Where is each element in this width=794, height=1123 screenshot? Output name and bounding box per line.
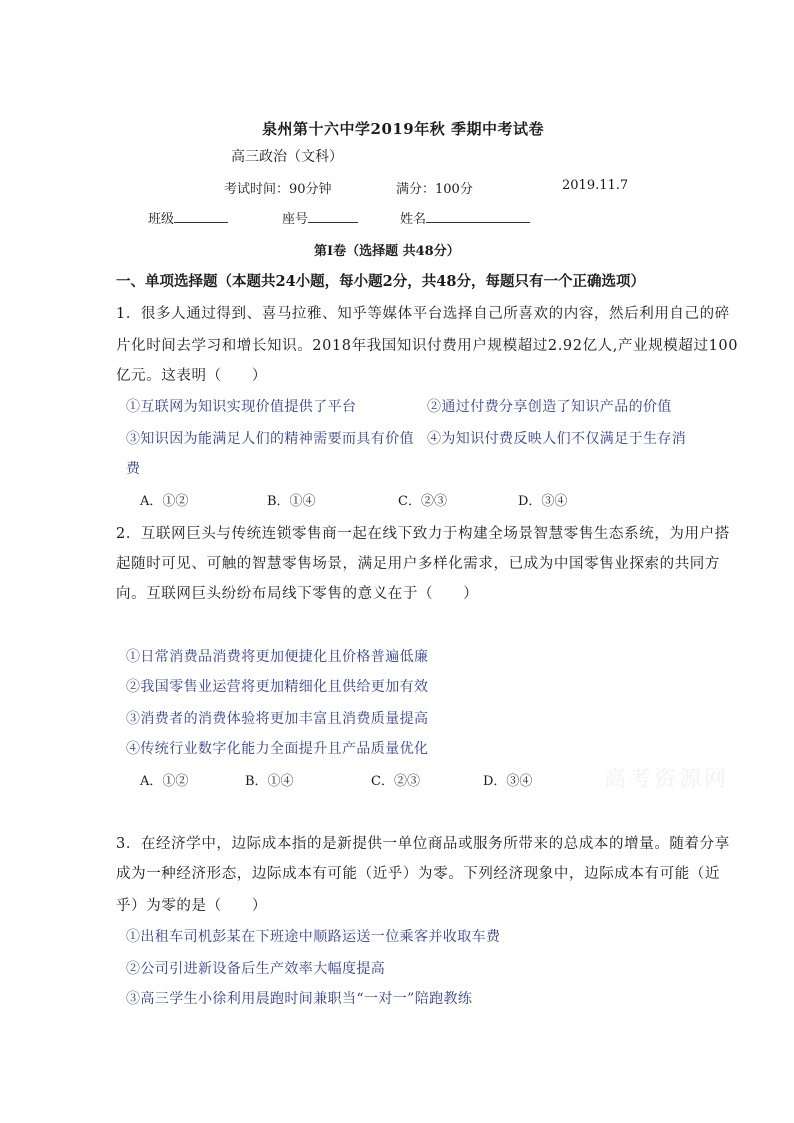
part-title: 第Ⅰ卷（选择题 共48分） <box>314 244 460 259</box>
q1-choice-a: A．①② <box>140 494 189 509</box>
q1-option-4-cont: 费 <box>126 461 141 477</box>
q1-line-1: 1．很多人通过得到、喜马拉雅、知乎等媒体平台选择自己所喜欢的内容，然后利用自己的碎 <box>116 306 730 322</box>
q2-line-3: 向。互联网巨头纷纷布局线下零售的意义在于（ ） <box>116 586 479 602</box>
q3-option-3: ③高三学生小徐利用晨跑时间兼职当“一对一”陪跑教练 <box>126 991 473 1007</box>
watermark: 高考资源网 <box>604 767 730 792</box>
exam-date: 2019.11.7 <box>562 178 629 193</box>
class-label: 班级 <box>148 212 175 227</box>
q1-option-3: ③知识因为能满足人们的精神需要而具有价值 <box>126 431 414 447</box>
q2-choice-c: C．②③ <box>371 774 420 789</box>
q1-choice-c: C．②③ <box>398 494 447 509</box>
q3-line-3: 乎）为零的是（ ） <box>116 898 267 914</box>
section-title: 一、单项选择题（本题共24小题，每小题2分，共48分，每题只有一个正确选项） <box>116 273 645 290</box>
q3-line-1: 3．在经济学中，边际成本指的是新提供一单位商品或服务所带来的总成本的增量。随着分享 <box>116 836 730 852</box>
q2-option-4: ④传统行业数字化能力全面提升且产品质量优化 <box>126 741 429 757</box>
seat-blank <box>308 208 358 223</box>
q1-choice-b: B．①④ <box>267 494 316 509</box>
q3-option-2: ②公司引进新设备后生产效率大幅度提高 <box>126 961 386 977</box>
class-field <box>148 208 228 227</box>
full-score: 满分：100分 <box>396 182 473 197</box>
name-field <box>400 208 530 227</box>
q2-option-1: ①日常消费品消费将更加便捷化且价格普遍低廉 <box>126 649 429 665</box>
q2-choice-b: B．①④ <box>245 774 294 789</box>
name-label: 姓名 <box>400 212 427 227</box>
q2-choice-d: D．③④ <box>483 774 533 789</box>
q2-line-1: 2．互联网巨头与传统连锁零售商一起在线下致力于构建全场景智慧零售生态系统，为用户搭 <box>116 526 730 542</box>
class-blank <box>174 208 228 223</box>
q1-line-3: 亿元。这表明（ ） <box>116 368 267 384</box>
seat-field <box>282 208 358 227</box>
q1-line-2: 片化时间去学习和增长知识。2018年我国知识付费用户规模超过2.92亿人,产业规模超过100 <box>116 338 739 354</box>
q2-choice-a: A．①② <box>140 774 189 789</box>
q1-option-2: ②通过付费分享创造了知识产品的价值 <box>427 399 672 415</box>
q2-line-2: 起随时可见、可触的智慧零售场景，满足用户多样化需求，已成为中国零售业探索的共同方 <box>116 556 720 572</box>
q1-choice-d: D．③④ <box>518 494 568 509</box>
q2-option-3: ③消费者的消费体验将更加丰富且消费质量提高 <box>126 711 429 727</box>
q3-option-1: ①出租车司机彭某在下班途中顺路运送一位乘客并收取车费 <box>126 929 501 945</box>
q1-option-1: ①互联网为知识实现价值提供了平台 <box>126 399 357 415</box>
q3-line-2: 成为一种经济形态，边际成本有可能（近乎）为零。下列经济现象中，边际成本有可能（近 <box>116 866 720 882</box>
q2-option-2: ②我国零售业运营将更加精细化且供给更加有效 <box>126 679 429 695</box>
seat-label: 座号 <box>282 212 309 227</box>
name-blank <box>426 208 530 223</box>
exam-time: 考试时间：90分钟 <box>224 182 332 197</box>
q1-option-4: ④为知识付费反映人们不仅满足于生存消 <box>427 431 687 447</box>
exam-title: 泉州第十六中学2019年秋 季期中考试卷 <box>262 120 544 138</box>
subject-label: 高三政治（文科） <box>231 149 343 165</box>
